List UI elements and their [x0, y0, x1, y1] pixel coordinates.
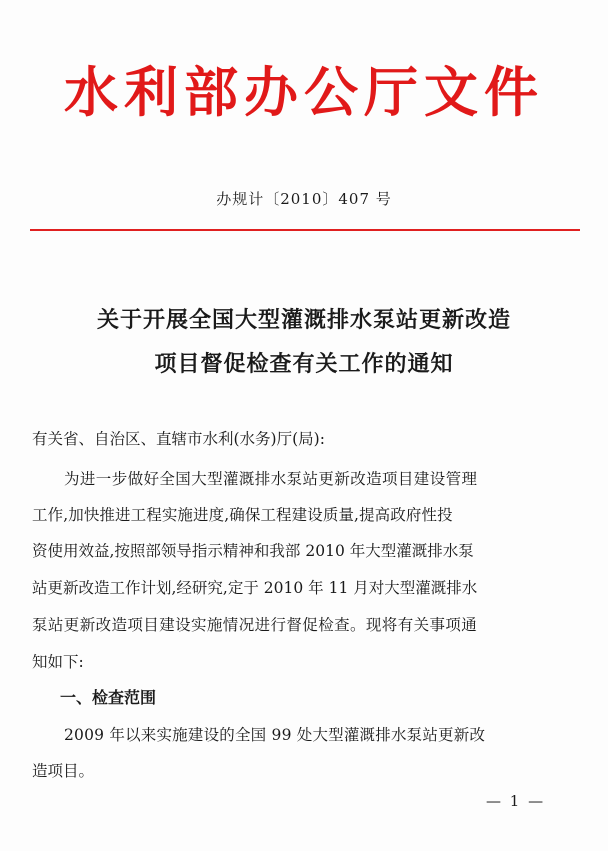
- addressee-line: 有关省、自治区、直辖市水利(水务)厅(局):: [32, 430, 325, 448]
- section-text-line: 造项目。: [32, 762, 95, 780]
- document-header-title: 水利部办公厅文件: [64, 61, 544, 124]
- paragraph-line: 站更新改造工作计划,经研究,定于 2010 年 11 月对大型灌溉排水: [32, 579, 478, 597]
- paragraph-line: 资使用效益,按照部领导指示精神和我部 2010 年大型灌溉排水泵: [32, 542, 474, 560]
- paragraph-line: 工作,加快推进工程实施进度,确保工程建设质量,提高政府性投: [32, 506, 453, 524]
- paragraph-line: 泵站更新改造项目建设实施情况进行督促检查。现将有关事项通: [32, 616, 478, 634]
- header-divider-rule: [30, 229, 580, 231]
- notice-title-line-1: 关于开展全国大型灌溉排水泵站更新改造: [96, 308, 511, 333]
- paragraph-line: 为进一步做好全国大型灌溉排水泵站更新改造项目建设管理: [64, 470, 478, 488]
- paragraph-line: 知如下:: [32, 653, 84, 671]
- section-text-line: 2009 年以来实施建设的全国 99 处大型灌溉排水泵站更新改: [64, 726, 486, 744]
- document-number: 办规计〔2010〕407 号: [216, 190, 392, 208]
- page-number: — 1 —: [486, 792, 546, 810]
- section-heading-inspection-scope: 一、检查范围: [60, 688, 157, 707]
- notice-title-line-2: 项目督促检查有关工作的通知: [154, 352, 454, 377]
